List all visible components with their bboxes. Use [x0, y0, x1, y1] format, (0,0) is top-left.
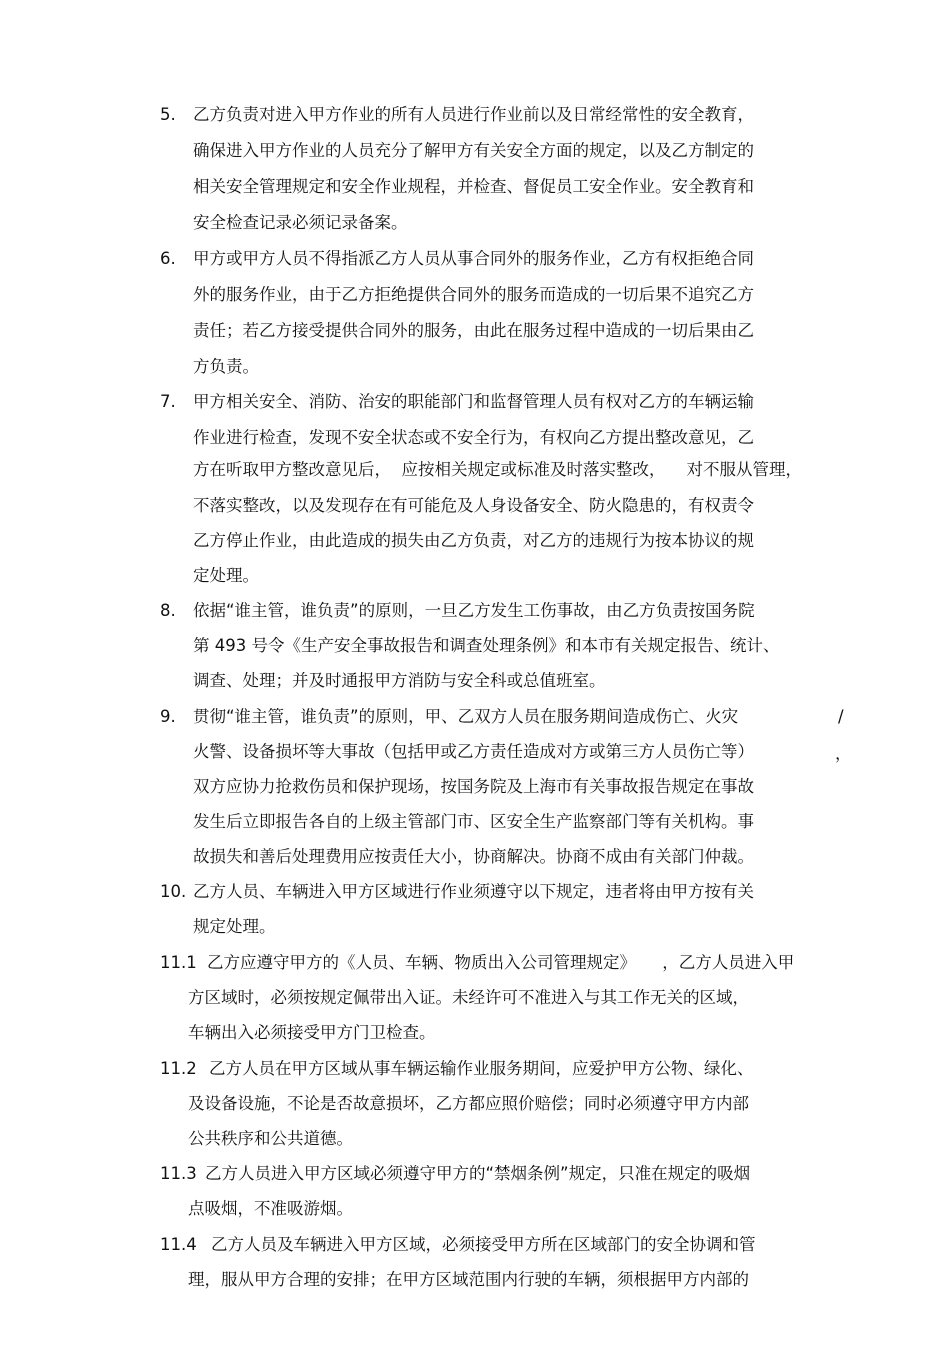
item-7-line-4: 不落实整改，以及发现存在有可能危及人身设备安全、防火隐患的，有权责令 [193, 496, 754, 515]
item-11-2-line-1: 乙方人员在甲方区域从事车辆运输作业服务期间，应爱护甲方公物、绿化、 [209, 1059, 754, 1078]
item-8-line-1: 依据“谁主管，谁负责”的原则，一旦乙方发生工伤事故，由乙方负责按国务院 [193, 601, 755, 620]
item-6-line-3: 责任；若乙方接受提供合同外的服务，由此在服务过程中造成的一切后果由乙 [193, 321, 754, 340]
item-6-number: 6. [160, 249, 176, 268]
item-5-line-3: 相关安全管理规定和安全作业规程，并检查、督促员工安全作业。安全教育和 [193, 177, 754, 196]
item-11-1-line-1: 乙方应遵守甲方的《人员、车辆、物质出入公司管理规定》 ，乙方人员进入甲 [207, 953, 795, 972]
item-10-line-2: 规定处理。 [193, 917, 276, 936]
item-7-line-5: 乙方停止作业，由此造成的损失由乙方负责，对乙方的违规行为按本协议的规 [193, 531, 754, 550]
item-11-3-number: 11.3 [160, 1164, 197, 1183]
item-11-4-line-1: 乙方人员及车辆进入甲方区域，必须接受甲方所在区域部门的安全协调和管 [211, 1235, 756, 1254]
item-11-1-line-2: 方区域时，必须按规定佩带出入证。未经许可不准进入与其工作无关的区域， [188, 988, 749, 1007]
item-8-number: 8. [160, 601, 176, 620]
item-7-line-2: 作业进行检查，发现不安全状态或不安全行为，有权向乙方提出整改意见，乙 [193, 428, 754, 447]
item-10-number: 10. [160, 882, 187, 901]
item-11-1-line-3: 车辆出入必须接受甲方门卫检查。 [188, 1023, 436, 1042]
item-9-line-5: 故损失和善后处理费用应按责任大小，协商解决。协商不成由有关部门仲裁。 [193, 847, 754, 866]
item-6-line-2: 外的服务作业，由于乙方拒绝提供合同外的服务而造成的一切后果不追究乙方 [193, 285, 754, 304]
item-8-line-3: 调查、处理；并及时通报甲方消防与安全科或总值班室。 [193, 671, 606, 690]
item-9-line-1-tail: / [838, 707, 844, 726]
item-7-number: 7. [160, 392, 176, 411]
item-5-line-2: 确保进入甲方作业的人员充分了解甲方有关安全方面的规定，以及乙方制定的 [193, 141, 754, 160]
item-6-line-1: 甲方或甲方人员不得指派乙方人员从事合同外的服务作业，乙方有权拒绝合同 [193, 249, 754, 268]
item-11-1-number: 11.1 [160, 953, 197, 972]
item-5-line-4: 安全检查记录必须记录备案。 [193, 213, 408, 232]
item-11-2-line-3: 公共秩序和公共道德。 [188, 1129, 353, 1148]
item-9-line-4: 发生后立即报告各自的上级主管部门市、区安全生产监察部门等有关机构。事 [193, 812, 754, 831]
item-10-line-1: 乙方人员、车辆进入甲方区域进行作业须遵守以下规定，违者将由甲方按有关 [193, 882, 754, 901]
item-11-2-number: 11.2 [160, 1059, 197, 1078]
item-5-number: 5. [160, 105, 176, 124]
item-9-line-3: 双方应协力抢救伤员和保护现场，按国务院及上海市有关事故报告规定在事故 [193, 777, 754, 796]
item-11-3-line-1: 乙方人员进入甲方区域必须遵守甲方的“禁烟条例”规定，只准在规定的吸烟 [205, 1164, 751, 1183]
item-5-line-1: 乙方负责对进入甲方作业的所有人员进行作业前以及日常经常性的安全教育， [193, 105, 754, 124]
item-11-4-number: 11.4 [160, 1235, 197, 1254]
item-9-line-2: 火警、设备损坏等大事故（包括甲或乙方责任造成对方或第三方人员伤亡等） [193, 742, 754, 761]
item-11-3-line-2: 点吸烟，不准吸游烟。 [188, 1199, 353, 1218]
item-9-line-1: 贯彻“谁主管，谁负责”的原则，甲、乙双方人员在服务期间造成伤亡、火灾 [193, 707, 739, 726]
item-11-4-line-2: 理，服从甲方合理的安排；在甲方区域范围内行驶的车辆，须根据甲方内部的 [188, 1270, 749, 1289]
item-6-line-4: 方负责。 [193, 357, 259, 376]
item-7-line-6: 定处理。 [193, 566, 259, 585]
item-7-line-1: 甲方相关安全、消防、治安的职能部门和监督管理人员有权对乙方的车辆运输 [193, 392, 754, 411]
item-7-line-3: 方在听取甲方整改意见后， 应按相关规定或标准及时落实整改， 对不服从管理， [193, 460, 802, 479]
item-9-line-2-tail: ， [835, 744, 852, 763]
item-9-number: 9. [160, 707, 176, 726]
item-11-2-line-2: 及设备设施，不论是否故意损坏，乙方都应照价赔偿；同时必须遵守甲方内部 [188, 1094, 749, 1113]
item-8-line-2: 第 493 号令《生产安全事故报告和调查处理条例》和本市有关规定报告、统计、 [193, 636, 780, 655]
